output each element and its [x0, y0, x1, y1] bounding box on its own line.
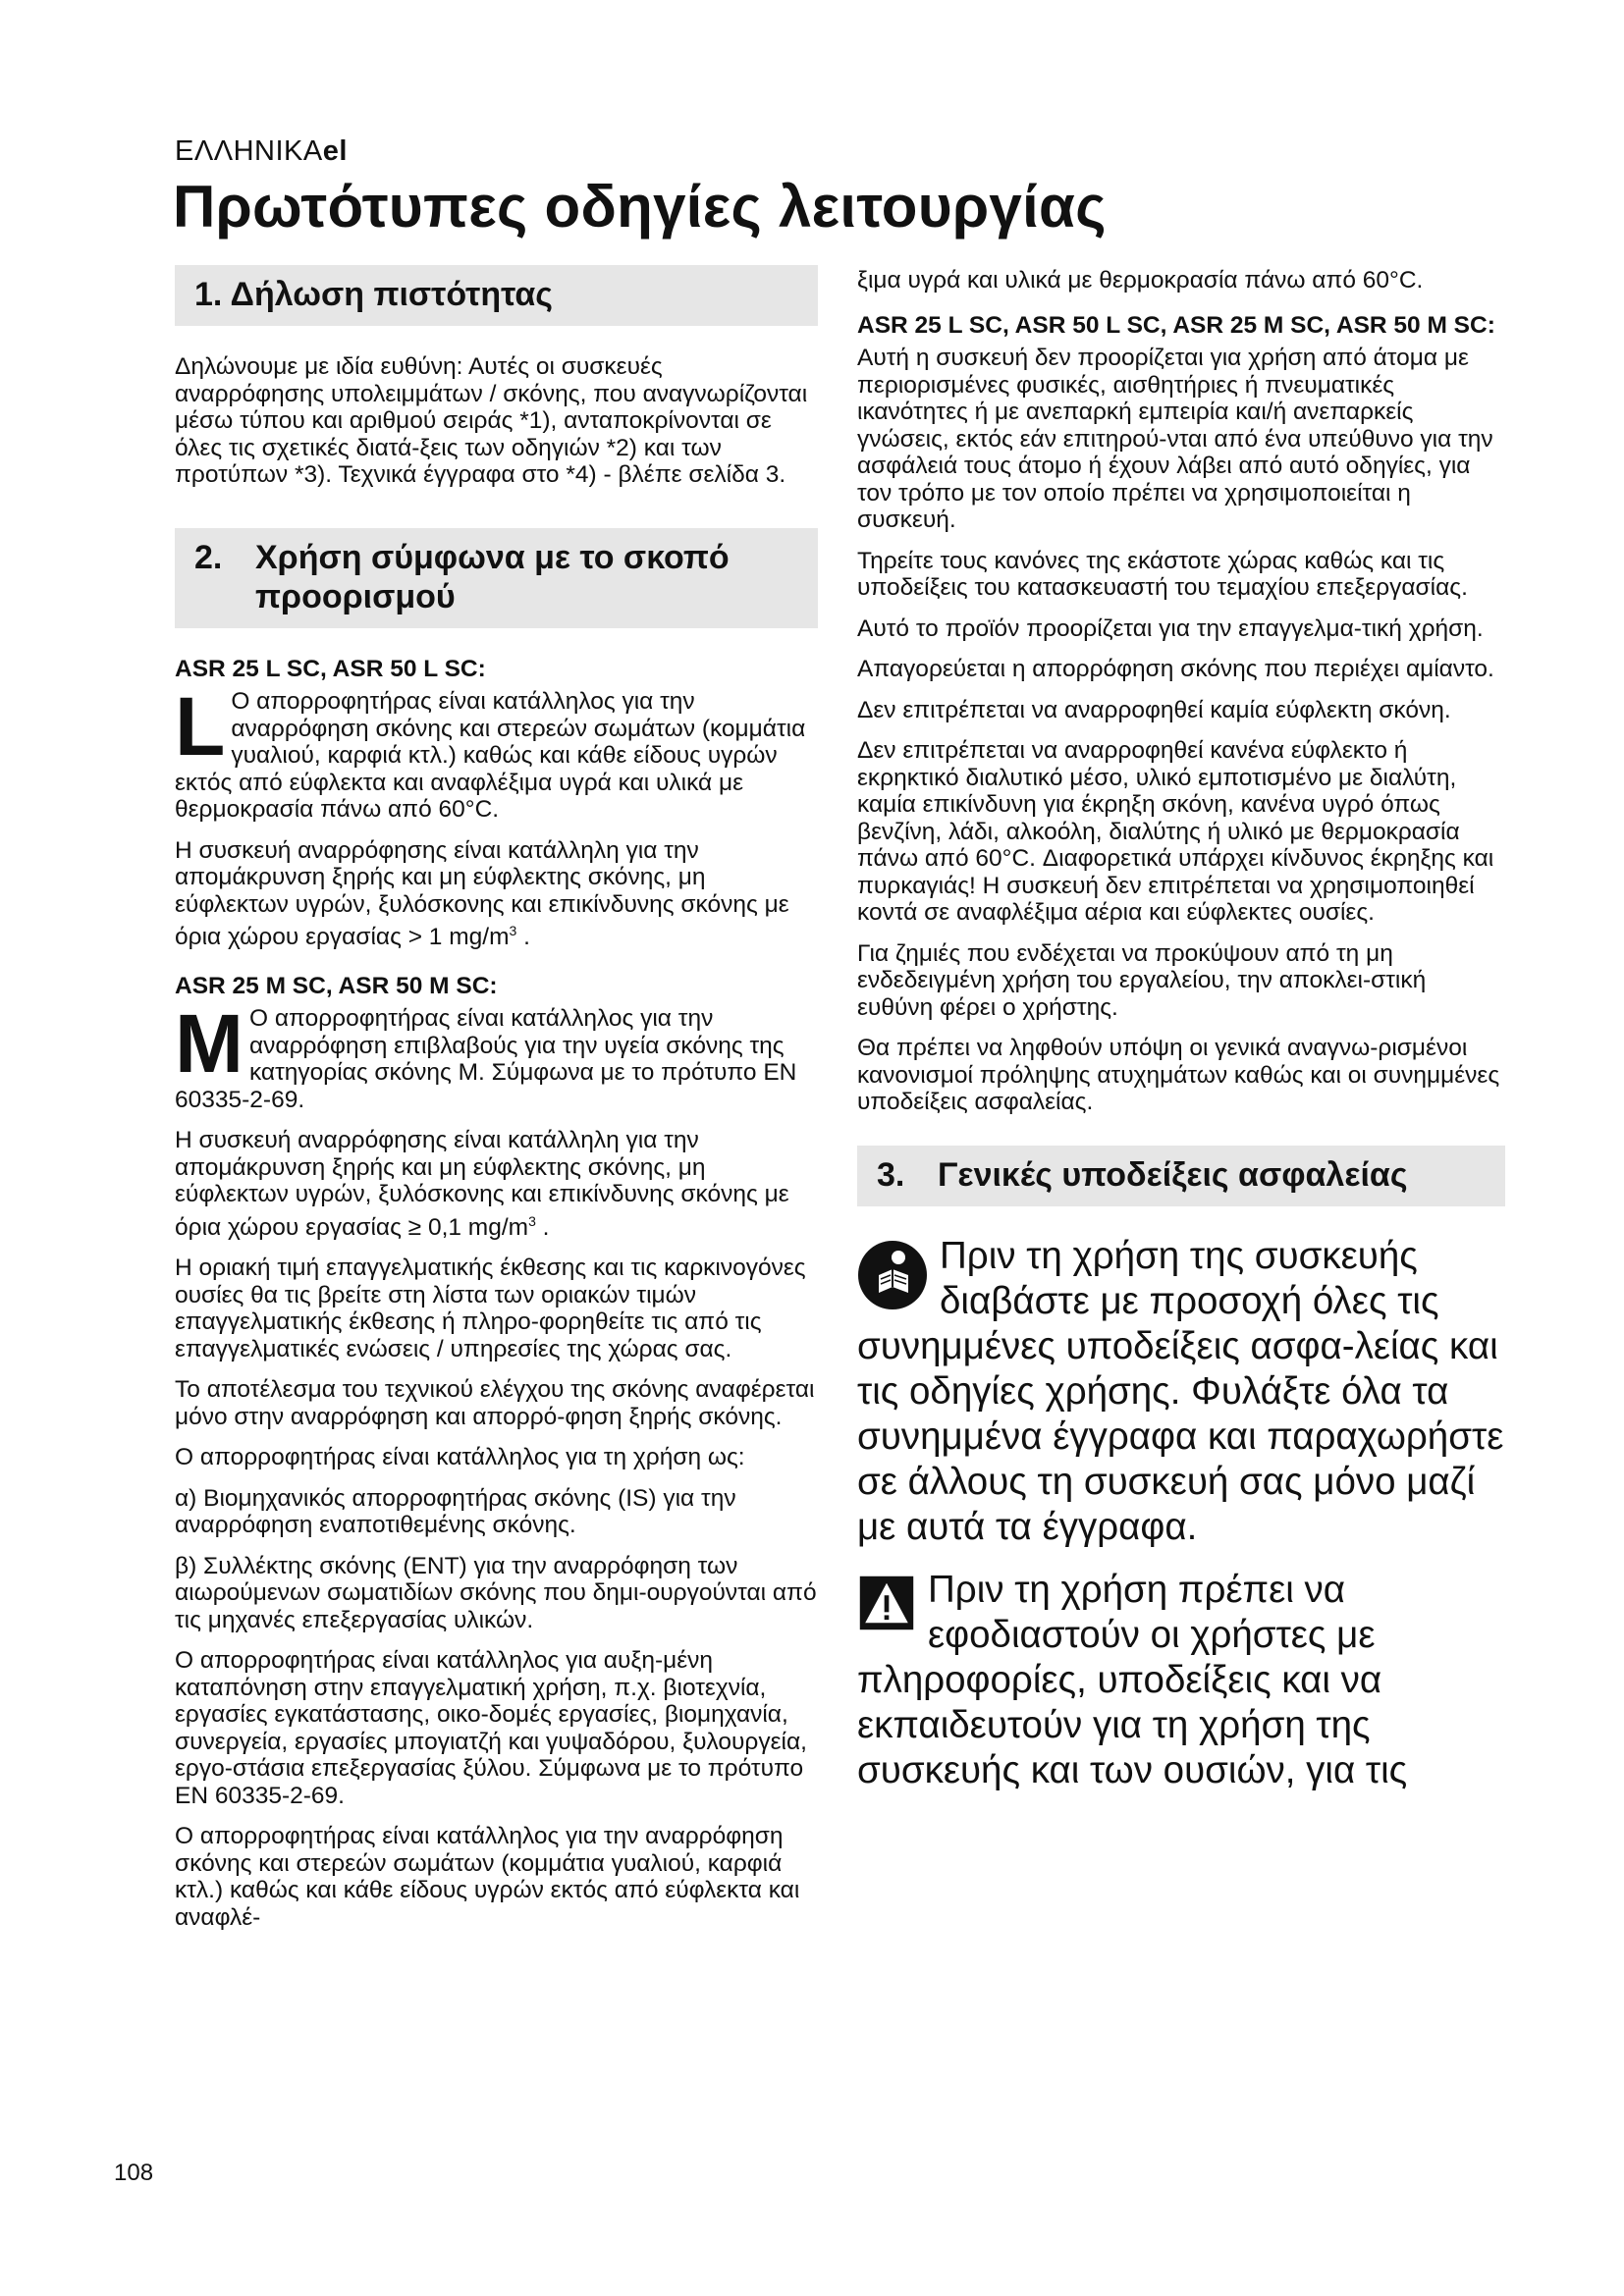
paragraph-r4: Απαγορεύεται η απορρόφηση σκόνης που περιέχει αμίαντο.: [857, 656, 1494, 682]
paragraph-m8: Ο απορροφητήρας είναι κατάλληλος για αυξη-μένη καταπόνηση στην επαγγελματική χρήση, π.χ. βιοτεχνία, εργασίες εγκατάστασης, οικο-δομές εργασίες, βιομηχανία, συνεργεία, εργασίες μπογιατζή και γυψαδόρου, ξυλουργεία, εργο-στάσια επεξεργασίας ξύλου. Σύμφωνα με το πρότυπο EN 60335-2-69.: [175, 1647, 807, 1809]
paragraph-l2: [175, 837, 818, 951]
model-heading-m: ASR 25 M SC, ASR 50 M SC:: [175, 972, 498, 999]
paragraph-m7: β) Συλλέκτης σκόνης (ENT) για την αναρρόφηση των αιωρούμενων σωματιδίων σκόνης που δημι-ουργούνται από τις μηχανές επεξεργασίας υλικών.: [175, 1552, 817, 1633]
section-2-heading: [175, 528, 818, 628]
paragraph-m4: Το αποτέλεσμα του τεχνικού ελέγχου της σκόνης αναφέρεται μόνο στην αναρρόφηση και απορρό-φηση ξηρής σκόνης.: [175, 1376, 815, 1430]
paragraph-r2: Τηρείτε τους κανόνες της εκάστοτε χώρας καθώς και τις υποδείξεις του κατασκευαστή του τεμαχίου επεξεργασίας.: [857, 547, 1468, 601]
paragraph-text: Η συσκευή αναρρόφησης είναι κατάλληλη για την απομάκρυνση ξηρής και μη εύφλεκτης σκόνης, μη εύφλεκτων υγρών, ξυλόσκονης και επικίνδυνης σκόνης με όρια χώρου εργασίας ≥ 0,1 mg/m: [175, 1127, 789, 1241]
paragraph-r7: Για ζημιές που ενδέχεται να προκύψουν από τη μη ενδεδειγμένη χρήση του εργαλείου, την αποκλει-στική ευθύνη φέρει ο χρήστης.: [857, 939, 1427, 1021]
language-label: [175, 135, 348, 168]
read-manual-notice: [857, 1234, 1505, 1550]
paragraph-l1: [175, 680, 818, 824]
paragraph-m5: Ο απορροφητήρας είναι κατάλληλος για τη χρήση ως:: [175, 1444, 745, 1471]
paragraph-m3: Η οριακή τιμή επαγγελματικής έκθεσης και τις καρκινογόνες ουσίες θα τις βρείτε στη λίστα των οριακών τιμών επαγγελματικής έκθεσης ή πληρο-φορηθείτε τις από τις επαγγελματικές ενώσεις / υπηρεσίες της χώρας σας.: [175, 1255, 806, 1362]
dust-class-l-letter: L: [175, 680, 226, 773]
paragraph-m9: Ο απορροφητήρας είναι κατάλληλος για την αναρρόφηση σκόνης και στερεών σωμάτων (κομμάτια γυαλιού, καρφιά κτλ.) καθώς και κάθε είδους υγρών εκτός από εύφλεκτα και αναφλέ-: [175, 1823, 800, 1931]
paragraph-r3: Αυτό το προϊόν προορίζεται για την επαγγελμα-τική χρήση.: [857, 614, 1484, 642]
superscript: 3: [528, 1212, 536, 1229]
language-code: el: [322, 135, 348, 167]
right-column: [857, 267, 1505, 1811]
section-number: 3.: [877, 1155, 905, 1194]
read-manual-icon: [857, 1240, 928, 1310]
section-title: Γενικές υποδείξεις ασφαλείας: [938, 1155, 1408, 1194]
paragraph-m1: [175, 997, 818, 1113]
paragraph-end: .: [516, 924, 530, 951]
section-3-heading: [857, 1146, 1505, 1206]
paragraph-m6: α) Βιομηχανικός απορροφητήρας σκόνης (IS) για την αναρρόφηση εναποτιθεμένης σκόνης.: [175, 1484, 736, 1539]
section-title: Δήλωση πιστότητας: [230, 276, 553, 313]
paragraph-text: Η συσκευή αναρρόφησης είναι κατάλληλη για την απομάκρυνση ξηρής και μη εύφλεκτης σκόνης, μη εύφλεκτων υγρών, ξυλόσκονης και επικίνδυνης σκόνης με όρια χώρου εργασίας > 1 mg/m: [175, 836, 789, 951]
paragraph-r8: Θα πρέπει να ληφθούν υπόψη οι γενικά αναγνω-ρισμένοι κανονισμοί πρόληψης ατυχημάτων καθώς και οι συνημμένες υποδείξεις ασφαλείας.: [857, 1035, 1500, 1115]
paragraph-r1: Αυτή η συσκευή δεν προορίζεται για χρήση από άτομα με περιορισμένες φυσικές, αισθητήριες ή πνευματικές ικανότητες ή με ανεπαρκή εμπειρία και/ή ανεπαρκείς γνώσεις, εκτός εάν επιτηρού-νται από ένα υπεύθυνο για την ασφάλειά τους άτομο ή έχουν λάβει από αυτό οδηγίες, για τον τρόπο με τον οποίο πρέπει να χρησιμοποιείται η συσκευή.: [857, 345, 1493, 533]
language-name: ΕΛΛΗΝΙΚΑ: [175, 135, 323, 167]
declaration-paragraph: Δηλώνουμε με ιδία ευθύνη: Αυτές οι συσκευές αναρρόφησης υπολειμμάτων / σκόνης, που αναγνωρίζονται μέσω τύπου και αριθμού σειράς *1), ανταποκρίνονται σε όλες τις σχετικές διατά-ξεις των οδηγιών *2) και των προτύπων *3). Τεχνικά έγγραφα στο *4) - βλέπε σελίδα 3.: [175, 353, 808, 488]
section-number: 1.: [194, 276, 223, 313]
model-heading-all: ASR 25 L SC, ASR 50 L SC, ASR 25 M SC, ASR 50 M SC:: [857, 311, 1495, 339]
dust-class-m-letter: M: [175, 997, 244, 1091]
section-title: Χρήση σύμφωνα με το σκοπό προορισμού: [255, 538, 730, 615]
left-column: [175, 265, 818, 1945]
warning-icon: [857, 1575, 916, 1630]
paragraph-text: Ο απορροφητήρας είναι κατάλληλος για την αναρρόφηση σκόνης και στερεών σωμάτων (κομμάτια γυαλιού, καρφιά κτλ.) καθώς και κάθε είδους υγρών εκτός από εύφλεκτα και αναφλέξιμα υγρά και υλικά με θερμοκρασία πάνω από 60°C.: [175, 688, 806, 823]
page-title: Πρωτότυπες οδηγίες λειτουργίας: [173, 174, 1107, 240]
paragraph-r5: Δεν επιτρέπεται να αναρροφηθεί καμία εύφλεκτη σκόνη.: [857, 696, 1451, 723]
paragraph-text: Ο απορροφητήρας είναι κατάλληλος για την αναρρόφηση επιβλαβούς για την υγεία σκόνης της κατηγορίας σκόνης M. Σύμφωνα με το πρότυπο EN 60335-2-69.: [175, 1005, 797, 1113]
notice-text: Πριν τη χρήση πρέπει να εφοδιαστούν οι χρήστες με πληροφορίες, υποδείξεις και να εκπαιδευτούν για τη χρήση της συσκευής και των ουσιών, για τις: [857, 1568, 1408, 1791]
page-number: 108: [114, 2160, 154, 2186]
section-1-heading: [175, 265, 818, 326]
paragraph-r6: Δεν επιτρέπεται να αναρροφηθεί κανένα εύφλεκτο ή εκρηκτικό διαλυτικό μέσο, υλικό εμποτισμένο με διαλύτη, καμία επικίνδυνη για έκρηξη σκόνη, κανένα υγρό όπως βενζίνη, λάδι, αλκοόλη, διαλύτης ή υλικό με θερμοκρασία πάνω από 60°C. Διαφορετικά υπάρχει κίνδυνος έκρηξης και πυρκαγιάς! Η συσκευή δεν επιτρέπεται να χρησιμοποιηθεί κοντά σε αναφλέξιμα αέρια και εύφλεκτες ουσίες.: [857, 737, 1494, 926]
paragraph-m2: [175, 1127, 818, 1241]
training-notice: [857, 1568, 1505, 1793]
superscript: 3: [509, 923, 517, 938]
model-heading-l: ASR 25 L SC, ASR 50 L SC:: [175, 655, 486, 682]
section-number: 2.: [194, 538, 223, 576]
notice-text: Πριν τη χρήση της συσκευής διαβάστε με προσοχή όλες τις συνημμένες υποδείξεις ασφα-λείας και τις οδηγίες χρήσης. Φυλάξτε όλα τα συνημμένα έγγραφα και παραχωρήστε σε άλλους τη συσκευή σας μόνο μαζί με αυτά τα έγγραφα.: [857, 1234, 1504, 1548]
paragraph-r0: ξιμα υγρά και υλικά με θερμοκρασία πάνω από 60°C.: [857, 267, 1424, 294]
paragraph-end: .: [535, 1213, 550, 1241]
